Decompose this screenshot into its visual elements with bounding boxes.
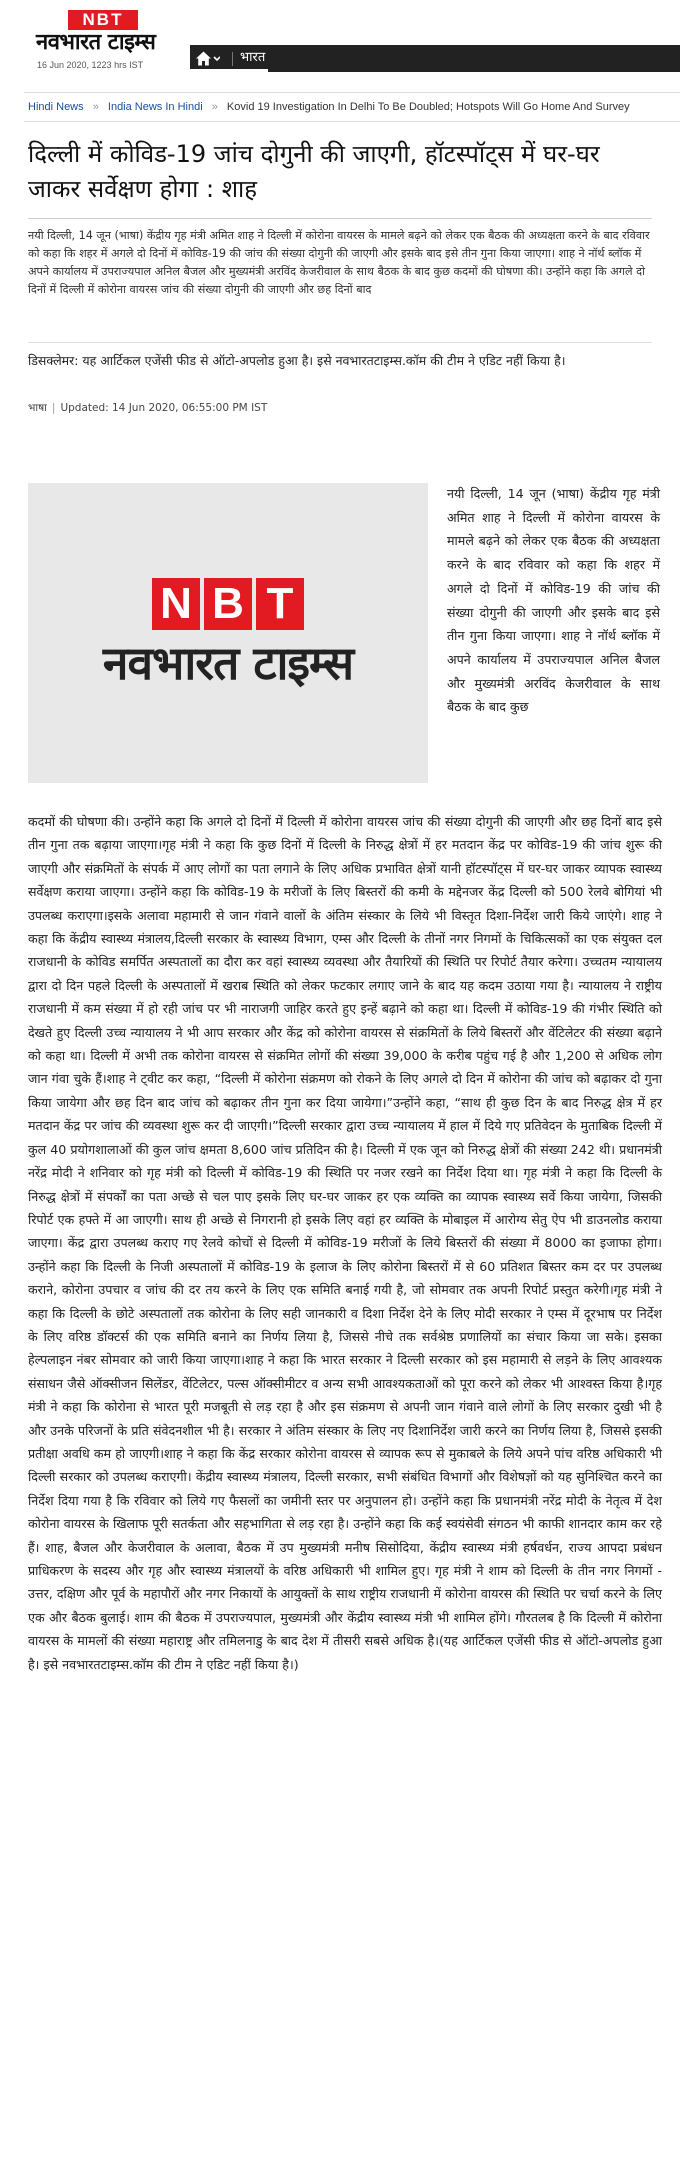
byline-separator: | <box>51 402 56 414</box>
article-updated: Updated: 14 Jun 2020, 06:55:00 PM IST <box>60 402 268 414</box>
article-summary: नयी दिल्ली, 14 जून (भाषा) केंद्रीय गृह मंत्री अमित शाह ने दिल्ली में कोरोना वायरस के मामले बढ़ने को लेकर एक बैठक की अध्यक्षता करने के बाद रविवार को कहा कि शहर में अगले दो दिनों में कोविड-19 की जांच की संख्या दोगुनी की जाएगी और इसके बाद इसे तीन गुना किया जाएगा। शाह ने नॉर्थ ब्लॉक में अपने कार्यालय में उपराज्यपाल अनिल बैजल और मुख्यमंत्री अरविंद केजरीवाल के साथ बैठक के बाद कुछ कदमों की घोषणा की। उन्होंने कहा कि अगले दो दिनों में दिल्ली में कोरोना वायरस जांच की संख्या दोगुनी की जाएगी और छह दिनों बाद <box>28 229 650 296</box>
article-image <box>28 483 428 783</box>
site-header <box>0 0 680 84</box>
breadcrumb-separator: » <box>211 101 218 113</box>
divider <box>28 342 652 343</box>
image-logo-letter: T <box>256 578 304 630</box>
breadcrumb-item-hindi-news[interactable]: Hindi News <box>28 101 84 113</box>
image-logo-wordmark: नवभारत टाइम्स <box>102 636 354 690</box>
breadcrumb-item-india-news[interactable]: India News In Hindi <box>107 101 203 113</box>
nav-item-bharat[interactable]: भारत <box>240 50 266 65</box>
site-logo[interactable] <box>36 10 174 56</box>
breadcrumb <box>28 99 678 115</box>
logo-badge[interactable]: NBT <box>68 10 138 30</box>
logo-wordmark[interactable]: नवभारत टाइम्स <box>36 30 156 55</box>
divider <box>28 218 652 219</box>
article-disclaimer: डिसक्लेमर: यह आर्टिकल एजेंसी फीड से ऑटो-अपलोड हुआ है। इसे नवभारतटाइम्स.कॉम की टीम ने एडिट नहीं किया है। <box>28 353 566 368</box>
nav-home-button[interactable] <box>190 45 230 72</box>
divider <box>24 121 680 122</box>
article-source: भाषा <box>28 402 47 414</box>
header-date: 16 Jun 2020, 1223 hrs IST <box>37 60 144 70</box>
nav-active-indicator <box>190 69 268 72</box>
home-icon <box>194 50 220 67</box>
breadcrumb-item-current: Kovid 19 Investigation In Delhi To Be Doubled; Hotspots Will Go Home And Survey <box>226 101 630 113</box>
article-headline: दिल्ली में कोविड-19 जांच दोगुनी की जाएगी, हॉटस्पॉट्स में घर-घर जाकर सर्वेक्षण होगा : शाह <box>28 140 600 203</box>
nav-separator <box>232 52 233 66</box>
divider <box>24 92 680 93</box>
main-nav-bar <box>190 45 680 72</box>
article-body-intro: नयी दिल्ली, 14 जून (भाषा) केंद्रीय गृह मंत्री अमित शाह ने दिल्ली में कोरोना वायरस के मामले बढ़ने को लेकर एक बैठक की अध्यक्षता करने के बाद रविवार को कहा कि शहर में अगले दो दिनों में कोविड-19 की जांच की संख्या दोगुनी की जाएगी और इसके बाद इसे तीन गुना किया जाएगा। शाह ने नॉर्थ ब्लॉक में अपने कार्यालय में उपराज्यपाल अनिल बैजल और मुख्यमंत्री अरविंद केजरीवाल के साथ बैठक के बाद कुछ <box>447 486 660 715</box>
article-byline <box>28 400 267 416</box>
article-body: कदमों की घोषणा की। उन्होंने कहा कि अगले दो दिनों में दिल्ली में कोरोना वायरस जांच की संख्या दोगुनी की जाएगी और छह दिनों बाद इसे तीन गुना तक बढ़ाया जाएगा।गृह मंत्री ने कहा कि कुछ दिनों में दिल्ली के निरुद्ध क्षेत्रों में हर मतदान केंद्र पर कोविड-19 की जांच शुरू की जाएगी और संक्रमितों के संपर्क में आए लोगों का पता लगाने के लिए अधिक प्रभावित क्षेत्रों यानी हॉटस्पॉट्स में घर-घर जाकर व्यापक स्वास्थ्य सर्वेक्षण कराया जाएगा। उन्होंने कहा कि कोविड-19 के मरीजों के लिए बिस्तरों की कमी के मद्देनजर केंद्र दिल्ली को 500 रेलवे बोगियां भी उपलब्ध कराएगा।इसके अलावा महामारी से जान गंवाने वालों के अंतिम संस्कार के लिये भी विस्तृत दिशा-निर्देश जारी किये जाएंगे। शाह ने कहा कि केंद्रीय स्वास्थ्य मंत्रालय,दिल्ली सरकार के स्वास्थ्य विभाग, एम्स और दिल्ली के तीनों नगर निगमों के चिकित्सकों का एक संयुक्त दल राजधानी के कोविड समर्पित अस्पतालों का दौरा कर वहां स्वास्थ्य व्यवस्था और तैयारियों की स्थिति पर रिपोर्ट तैयार करेगा। उच्चतम न्यायालय द्वारा दो दिन पहले दिल्ली के अस्पतालों में खराब स्थिति को लेकर फटकार लगाए जाने के बाद यह कदम उठाया गया है। न्यायालय ने राष्ट्रीय राजधानी में कम संख्या में हो रही जांच पर भी नाराजगी जाहिर करते हुए इन्हें बढ़ाने को कहा था। दिल्ली में कोविड-19 की गंभीर स्थिति को देखते हुए दिल्ली उच्च न्यायालय ने भी आप सरकार और केंद्र को कोरोना वायरस से संक्रमितों के लिये बिस्तरों और वेंटिलेटर की संख्या बढ़ाने को कहा था। दिल्ली में अभी तक कोरोना वायरस से संक्रमित लोगों की संख्या 39,000 के करीब पहुंच गई है और 1,200 से अधिक लोग जान गंवा चुके हैं।शाह ने ट्वीट कर कहा, “दिल्ली में कोरोना संक्रमण को रोकने के लिए अगले दो दिन में कोरोना की जांच को बढ़ाकर दो गुना किया जायेगा और छह दिन बाद जांच को बढ़ाकर तीन गुना कर दिया जायेगा।”उन्होंने कहा, “साथ ही कुछ दिन के बाद निरुद्ध क्षेत्र में हर मतदान केंद्र पर जांच की व्यवस्था शुरू कर दी जाएगी।”दिल्ली सरकार द्वारा उच्च न्यायालय में हाल में दिये गए प्रतिवेदन के मुताबिक दिल्ली में कुल 40 प्रयोगशालाओं की कुल जांच क्षमता 8,600 जांच प्रतिदिन की है। दिल्ली में एक जून को निरुद्ध क्षेत्रों की संख्या 242 थी। प्रधानमंत्री नरेंद्र मोदी ने शनिवार को गृह मंत्री को दिल्ली में कोविड-19 की स्थिति पर नजर रखने का निर्देश दिया था। गृह मंत्री ने कहा कि दिल्ली के निरुद्ध क्षेत्रों में संपर्कों का पता अच्छे से चल पाए इसके लिए घर-घर जाकर हर एक व्यक्ति का व्यापक स्वास्थ्य सर्वे किया जायेगा, जिसकी रिपोर्ट एक हफ्ते में आ जाएगी। साथ ही अच्छे से निगरानी हो इसके लिए वहां हर व्यक्ति के मोबाइल में आरोग्य सेतु ऐप भी डाउनलोड कराया जाएगा। केंद्र द्वारा उपलब्ध कराए गए रेलवे कोचों से दिल्ली में कोविड-19 मरीजों के लिये बिस्तरों की संख्या में 8000 का इजाफा होगा। उन्होंने कहा कि दिल्ली के निजी अस्पतालों में कोविड-19 के इलाज के लिए कोरोना बिस्तरों में से 60 प्रतिशत बिस्तर कम दर पर उपलब्ध कराने, कोरोना उपचार व जांच की दर तय करने के लिए एक समिति बनाई गयी है, जो सोमवार तक अपनी रिपोर्ट प्रस्तुत करेगी।गृह मंत्री ने कहा कि दिल्ली के छोटे अस्पतालों तक कोरोना के लिए सही जानकारी व दिशा निर्देश देने के लिए मोदी सरकार ने एम्स में दूरभाष पर निर्देश के लिए वरिष्ठ डॉक्टर्स की एक समिति बनाने का निर्णय लिया है, जिससे नीचे तक सर्वश्रेष्ठ प्रणालियों का संचार किया जा सके। इसका हेल्पलाइन नंबर सोमवार को जारी किया जाएगा।शाह ने कहा कि भारत सरकार ने दिल्ली सरकार को इस महामारी से लड़ने के लिए आवश्यक संसाधन जैसे ऑक्सीजन सिलेंडर, वेंटिलेटर, पल्स ऑक्सीमीटर व अन्य सभी आवश्यकताओं को पूरा करने को लेकर भी आश्वस्त किया है।गृह मंत्री ने कहा कि कोरोना से भारत पूरी मजबूती से लड़ रहा है और इस संक्रमण से अपनी जान गंवाने वाले लोगों के लिए सरकार दुखी भी है और उनके परिजनों के प्रति संवेदनशील भी है। सरकार ने अंतिम संस्कार के लिए नए दिशानिर्देश जारी करने का निर्णय लिया है, जिससे इसकी प्रतीक्षा अवधि कम हो जाएगी।शाह ने कहा कि केंद्र सरकार कोरोना वायरस से व्यापक रूप से मुकाबले के लिये अपने पांच वरिष्ठ अधिकारी भी दिल्ली सरकार को उपलब्ध कराएगी। केंद्रीय स्वास्थ्य मंत्रालय, दिल्ली सरकार, सभी संबंधित विभागों और विशेषज्ञों को यह सुनिश्चित करने का निर्देश दिया गया है कि रविवार को लिये गए फैसलों का जमीनी स्तर पर अनुपालन हो। उन्होंने कहा कि प्रधानमंत्री नरेंद्र मोदी के नेतृत्व में देश कोरोना वायरस के खिलाफ पूरी सतर्कता और सहभागिता से लड़ रहा है। उन्होंने कहा कि कई स्वयंसेवी संगठन भी काफी शानदार काम कर रहे हैं। शाह, बैजल और केजरीवाल के अलावा, बैठक में उप मुख्यमंत्री मनीष सिसोदिया, केंद्रीय स्वास्थ्य मंत्री हर्षवर्धन, राज्य आपदा प्रबंधन प्राधिकरण के सदस्य और गृह और स्वास्थ्य मंत्रालयों के वरिष्ठ अधिकारी भी शामिल हुए। गृह मंत्री ने शाम को दिल्ली के तीन नगर निगमों - उत्तर, दक्षिण और पूर्व के महापौरों और नगर निकायों के आयुक्तों के साथ राष्ट्रीय राजधानी में कोरोना वायरस की स्थिति पर चर्चा करने के लिए एक और बैठक बुलाई। शाम की बैठक में उपराज्यपाल, मुख्यमंत्री और केंद्रीय स्वास्थ्य मंत्री भी शामिल होंगे। गौरतलब है कि दिल्ली में कोरोना वायरस के मामलों की संख्या महाराष्ट्र और तमिलनाडु के बाद देश में तीसरी सबसे अधिक है।(यह आर्टिकल एजेंसी फीड से ऑटो-अपलोड हुआ है। इसे नवभारतटाइम्स.कॉम की टीम ने एडिट नहीं किया है।) <box>28 814 663 1672</box>
image-logo-badge <box>152 578 304 630</box>
breadcrumb-separator: » <box>92 101 99 113</box>
image-logo-letter: B <box>204 578 252 630</box>
image-logo-letter: N <box>152 578 200 630</box>
